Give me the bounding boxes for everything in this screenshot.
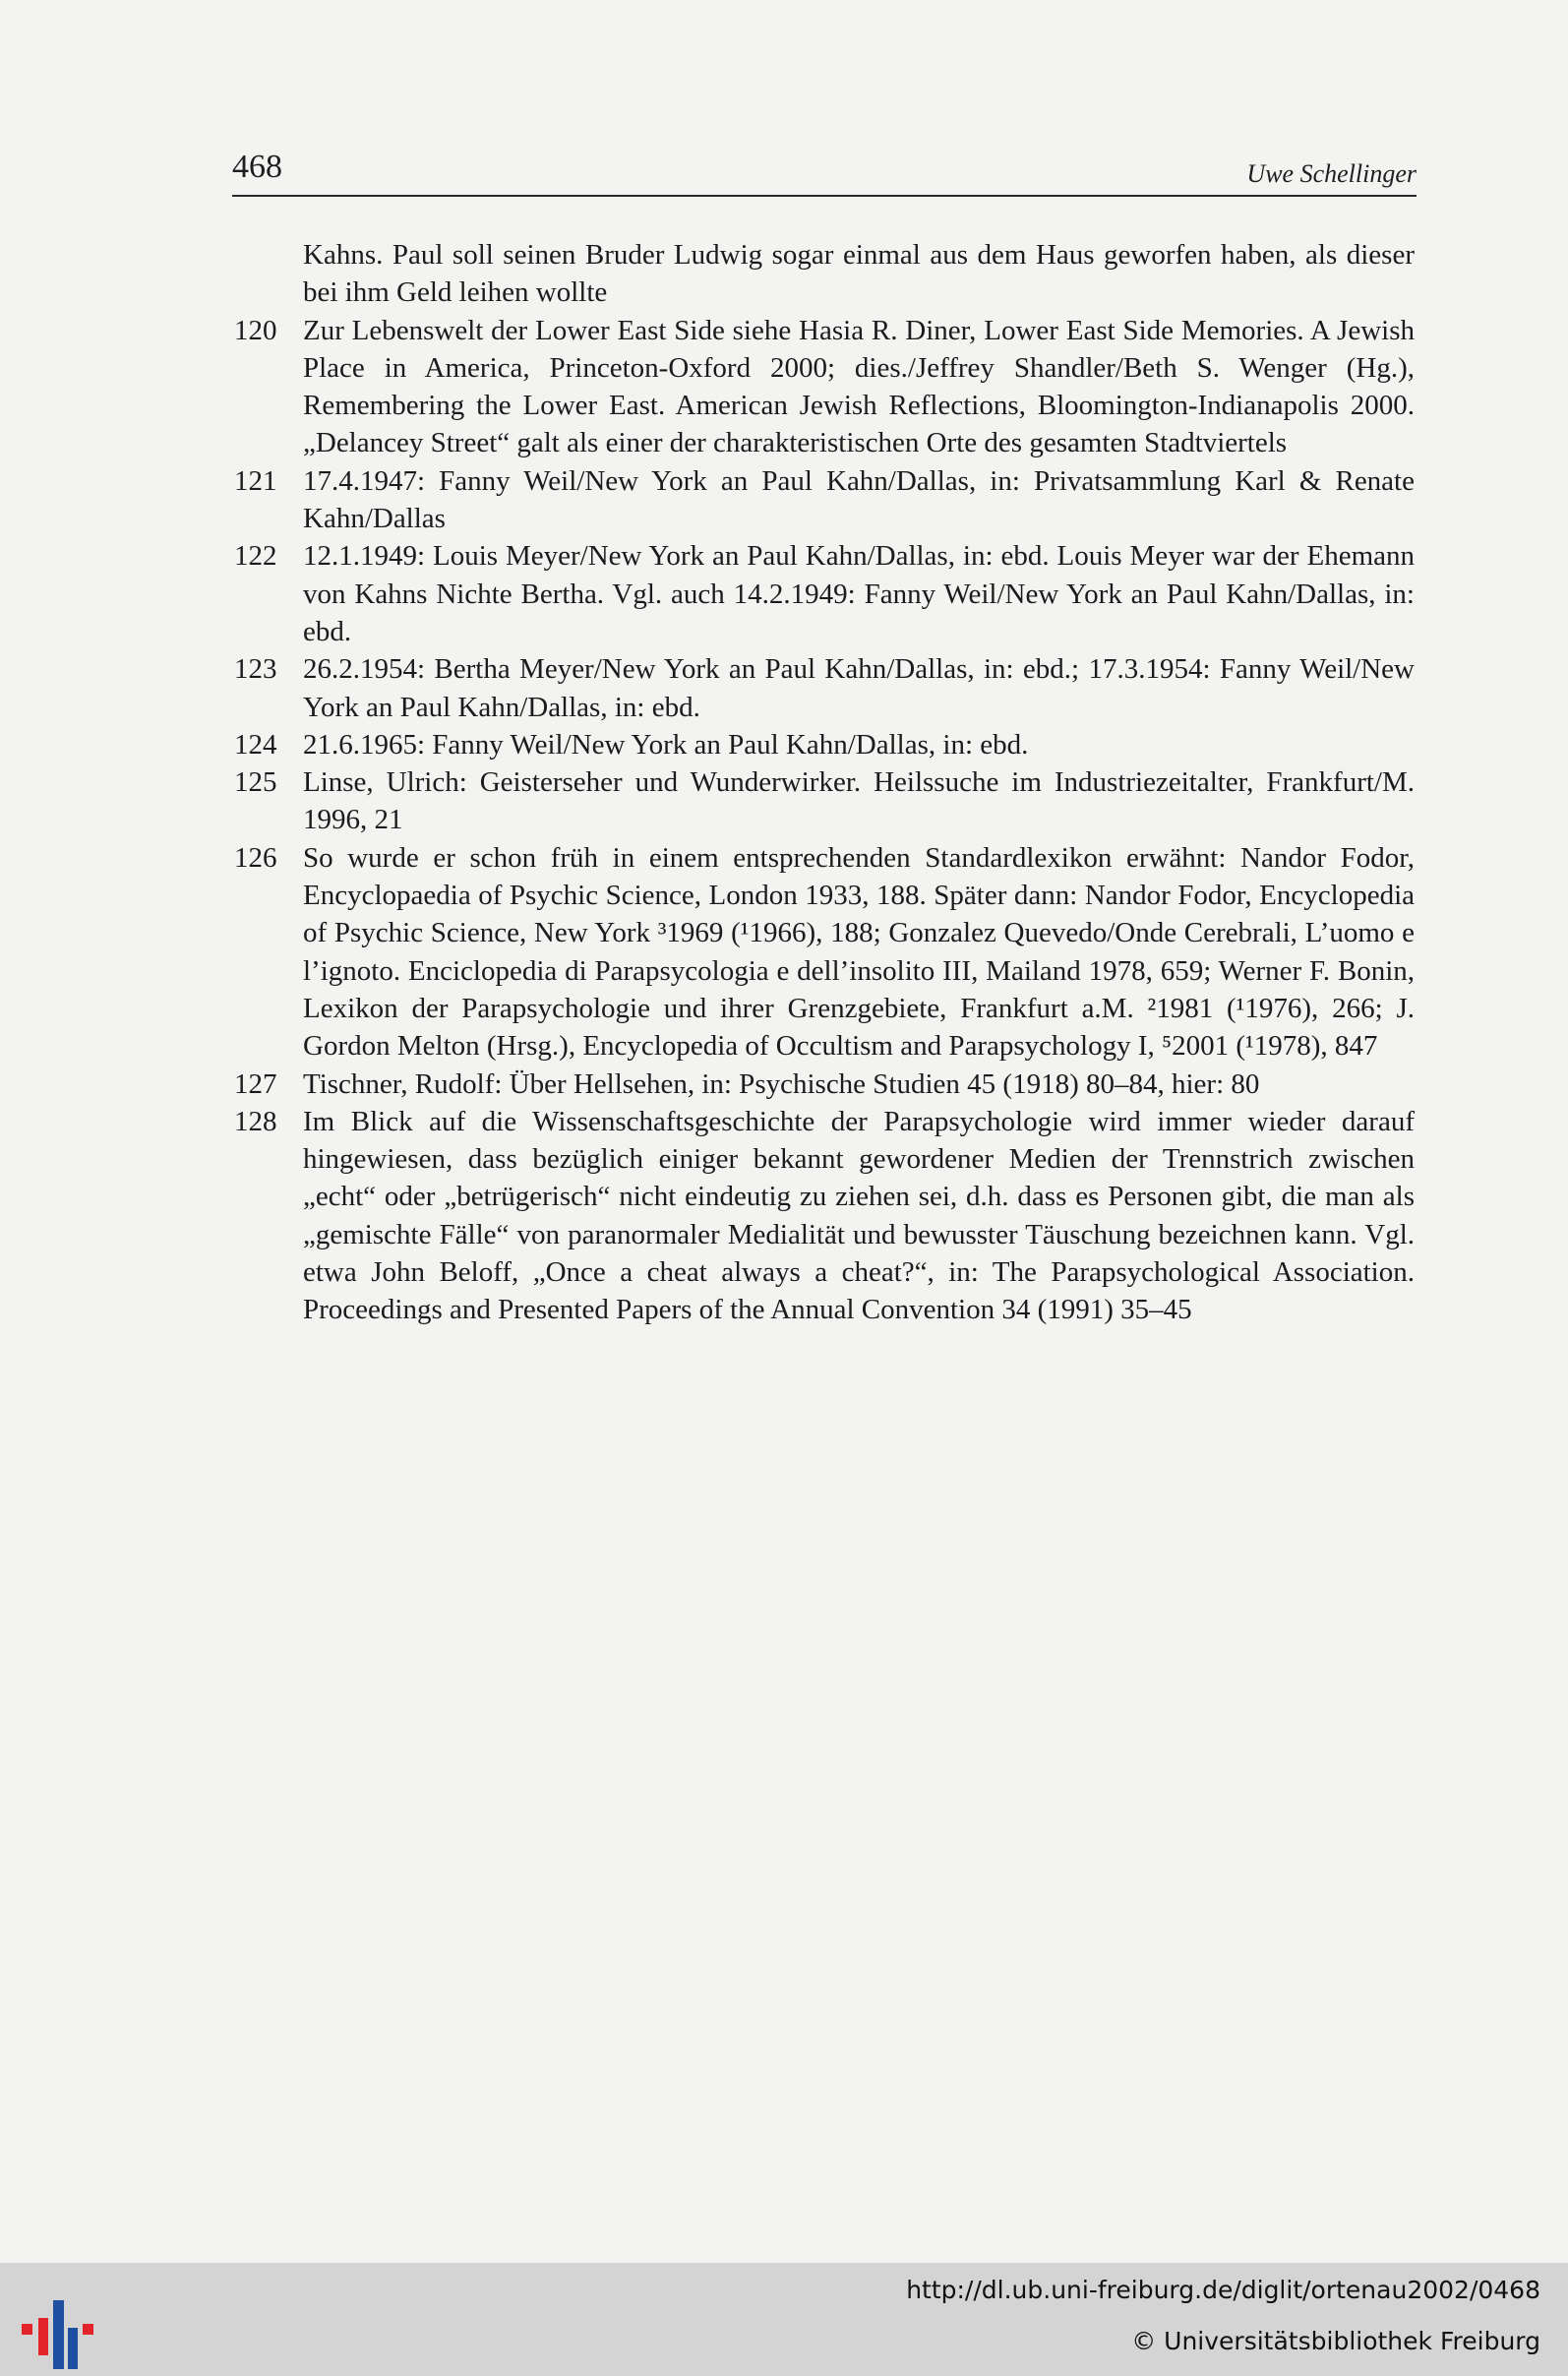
logo-blue-bar-left	[53, 2300, 64, 2369]
endnote-text: 21.6.1965: Fanny Weil/New York an Paul Kahn/Dallas, in: ebd.	[303, 728, 1029, 761]
logo-red-right-dash	[83, 2324, 93, 2335]
logo-red-bar	[38, 2318, 48, 2355]
ub-freiburg-logo-icon	[22, 2300, 100, 2369]
endnote-125	[234, 763, 1415, 839]
logo-red-left-dash	[22, 2324, 32, 2335]
endnote-120	[234, 312, 1415, 462]
copyright-notice: © Universitätsbibliothek Freiburg	[1131, 2327, 1540, 2355]
endnote-124	[234, 726, 1415, 763]
logo-blue-bar-right	[68, 2328, 78, 2369]
endnote-text: 17.4.1947: Fanny Weil/New York an Paul Kahn/Dallas, in: Privatsammlung Karl & Renate Kahn/Dallas	[303, 464, 1415, 535]
endnote-number: 120	[234, 314, 277, 346]
endnote-number: 121	[234, 464, 277, 497]
endnote-number: 125	[234, 766, 277, 799]
endnote-text: 12.1.1949: Louis Meyer/New York an Paul Kahn/Dallas, in: ebd. Louis Meyer war der Ehemann von Kahns Nichte Bertha. Vgl. auch 14.2.1949: Fanny Weil/New York an Paul Kahn/Dallas, in: ebd.	[303, 540, 1415, 647]
endnote-text: Im Blick auf die Wissenschaftsgeschichte der Parapsychologie wird immer wieder darauf hingewiesen, dass bezüglich einiger bekannt gewordener Medien der Trennstrich zwischen „echt“ oder „betrügerisch“ nicht eindeutig zu ziehen sei, d.h. dass es Personen gibt, die man als „gemischte Fälle“ von paranormaler Medialität und bewusster Täuschung bezeichnen kann. Vgl. etwa John Beloff, „Once a cheat always a cheat?“, in: The Parapsychological Association. Proceedings and Presented Papers of the Annual Convention 34 (1991) 35–45	[303, 1105, 1415, 1326]
endnote-127	[234, 1066, 1415, 1103]
running-head-author: Uwe Schellinger	[1246, 159, 1417, 188]
endnote-number: 124	[234, 728, 277, 761]
endnote-text: So wurde er schon früh in einem entsprechenden Standardlexikon erwähnt: Nandor Fodor, Encyclopaedia of Psychic Science, London 1933, 188. Später dann: Nandor Fodor, Encyclopedia of Psychic Science, New York ³1969 (¹1966), 188; Gonzalez Quevedo/Onde Cerebrali, L’uomo e l’ignoto. Enciclopedia di Parapsycologia e dell’insolito III, Mailand 1978, 659; Werner F. Bonin, Lexikon der Parapsychologie und ihrer Grenzgebiete, Frankfurt a.M. ²1981 (¹1976), 266; J. Gordon Melton (Hrsg.), Encyclopedia of Occultism and Parapsychology I, ⁵2001 (¹1978), 847	[303, 841, 1415, 1063]
endnote-text: Linse, Ulrich: Geisterseher und Wunderwirker. Heilssuche im Industriezeitalter, Frankfurt/M. 1996, 21	[303, 766, 1415, 836]
endnote-number: 122	[234, 540, 277, 573]
library-footer	[0, 2263, 1568, 2376]
page-header	[232, 148, 1417, 197]
endnote-128	[234, 1103, 1415, 1329]
endnote-text: Kahns. Paul soll seinen Bruder Ludwig sogar einmal aus dem Haus geworfen haben, als dieser bei ihm Geld leihen wollte	[303, 239, 1415, 309]
endnote-text: Tischner, Rudolf: Über Hellsehen, in: Psychische Studien 45 (1918) 80–84, hier: 80	[303, 1067, 1260, 1100]
endnote-121	[234, 462, 1415, 538]
digital-library-link[interactable]: http://dl.ub.uni-freiburg.de/diglit/ortenau2002/0468	[906, 2276, 1540, 2304]
endnote-122	[234, 537, 1415, 650]
endnote-126	[234, 839, 1415, 1066]
endnote-text: 26.2.1954: Bertha Meyer/New York an Paul Kahn/Dallas, in: ebd.; 17.3.1954: Fanny Weil/New York an Paul Kahn/Dallas, in: ebd.	[303, 653, 1415, 723]
endnote-number: 128	[234, 1105, 277, 1137]
endnote-text: Zur Lebenswelt der Lower East Side siehe Hasia R. Diner, Lower East Side Memories. A Jewish Place in America, Princeton-Oxford 2000; dies./Jeffrey Shandler/Beth S. Wenger (Hg.), Remembering the Lower East. American Jewish Reflections, Bloomington-Indianapolis 2000. „Delancey Street“ galt als einer der charakteristischen Orte des gesamten Stadtviertels	[303, 314, 1415, 459]
endnote-number: 123	[234, 653, 277, 686]
endnote-continuation	[234, 236, 1415, 312]
endnote-123	[234, 650, 1415, 726]
endnote-number: 127	[234, 1067, 277, 1100]
endnote-number: 126	[234, 841, 277, 874]
endnotes	[234, 236, 1415, 1329]
page-number: 468	[232, 149, 282, 185]
